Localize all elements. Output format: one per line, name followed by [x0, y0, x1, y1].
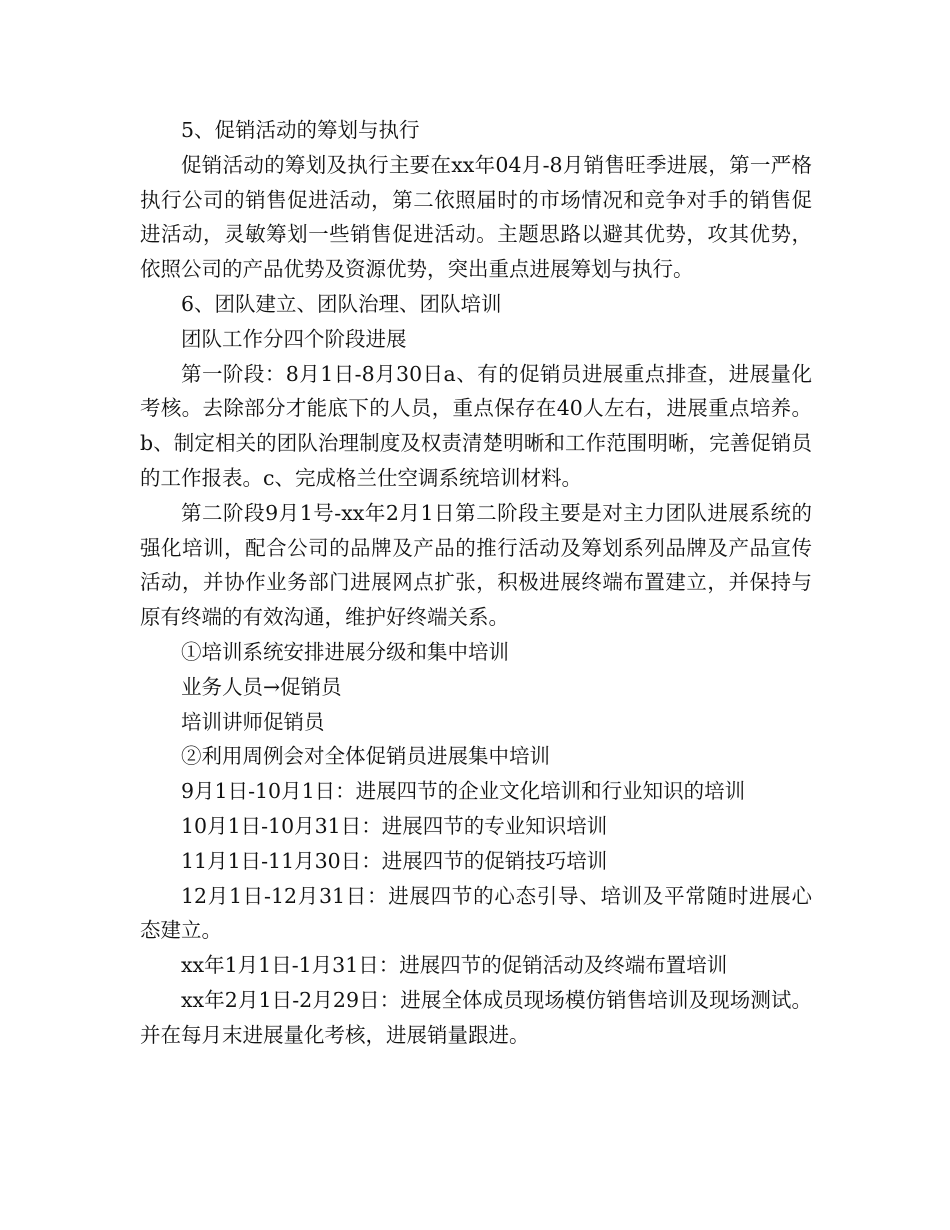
schedule-item-january: xx年1月1日-1月31日：进展四节的促销活动及终端布置培训: [181, 953, 728, 978]
paragraph-promotion-details: 促销活动的筹划及执行主要在xx年04月-8月销售旺季进展，第一严格执行公司的销售促进活动，第二依照届时的市场情况和竞争对手的销售促进活动，灵敏筹划一些销售促进活动。主题思路以避其优势，攻其优势，依照公司的产品优势及资源优势，突出重点进展筹划与执行。: [140, 152, 812, 282]
list-item-business-to-promoter: 业务人员→促销员: [181, 674, 342, 699]
list-item-trainer-promoter: 培训讲师促销员: [181, 709, 325, 734]
list-item-weekly-meeting-training: ②利用周例会对全体促销员进展集中培训: [181, 744, 550, 769]
schedule-item-october: 10月1日-10月31日：进展四节的专业知识培训: [181, 813, 608, 838]
schedule-item-november: 11月1日-11月30日：进展四节的促销技巧培训: [181, 848, 608, 873]
list-item-training-system: ①培训系统安排进展分级和集中培训: [181, 639, 509, 664]
schedule-item-february: xx年2月1日-2月29日：进展全体成员现场模仿销售培训及现场测试。并在每月末进展量化考核，进展销量跟进。: [140, 987, 812, 1047]
paragraph-stage-two: 第二阶段9月1号-xx年2月1日第二阶段主要是对主力团队进展系统的强化培训，配合公司的品牌及产品的推行活动及筹划系列品牌及产品宣传活动，并协作业务部门进展网点扩张，积极进展终端布置建立，并保持与原有终端的有效沟通，维护好终端关系。: [140, 500, 812, 630]
paragraph-stage-one: 第一阶段：8月1日-8月30日a、有的促销员进展重点排查，进展量化考核。去除部分才能底下的人员，重点保存在40人左右，进展重点培养。b、制定相关的团队治理制度及权责清楚明晰和工作范围明晰，完善促销员的工作报表。c、完成格兰仕空调系统培训材料。: [140, 361, 812, 490]
document-body: [140, 113, 812, 1053]
paragraph-team-stages: 团队工作分四个阶段进展: [181, 326, 407, 351]
schedule-item-december: 12月1日-12月31日：进展四节的心态引导、培训及平常随时进展心态建立。: [140, 883, 812, 943]
heading-promotion-planning: 5、促销活动的筹划与执行: [181, 118, 420, 142]
heading-team-building: 6、团队建立、团队治理、团队培训: [181, 291, 502, 316]
schedule-item-september: 9月1日-10月1日：进展四节的企业文化培训和行业知识的培训: [181, 779, 746, 804]
